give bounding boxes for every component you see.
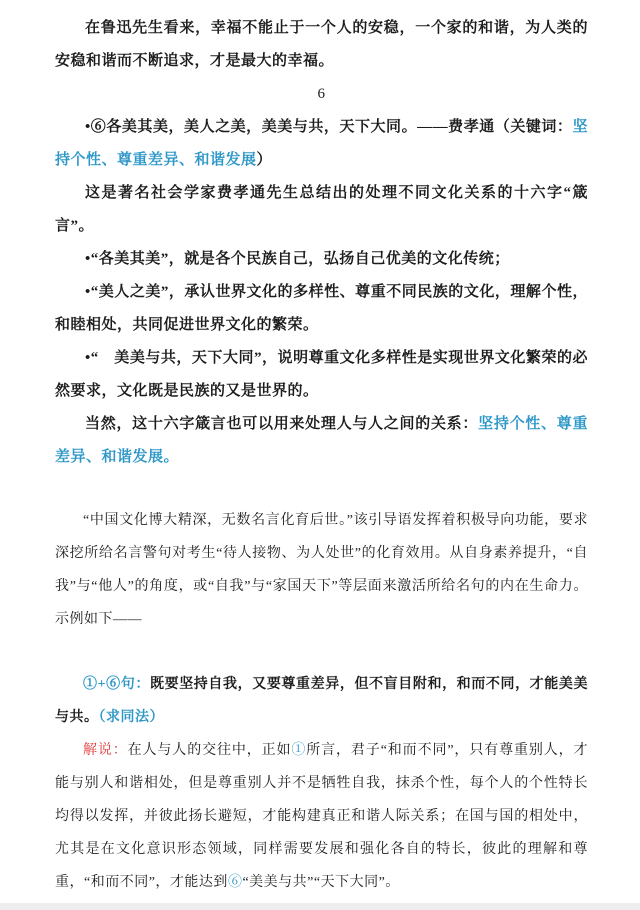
text-run: “中国文化博大精深，无数名言化育后世。”该引导语发挥着积极导向功能，要求深挖所给名言警句对考生“待人接物、为人处世”的化育效用。从自身素养提升，“自我”与“他人”的角度，或“自我”与“家国天下”等层面来激活所给名句的内在生命力。示例如下——: [55, 513, 588, 627]
circled-number-6: ⑥: [227, 875, 243, 890]
text-run: 既要坚持自我，又要尊重差异，但不盲目附和，和而不同，才能美美与共。: [55, 677, 588, 725]
para-luxun-view: [55, 12, 588, 78]
text-run: •“美人之美”，承认世界文化的多样性、尊重不同民族的文化，理解个性，和睦相处，共同促进世界文化的繁荣。: [55, 284, 588, 333]
sentence-combo-label: ①+⑥句：: [83, 677, 150, 692]
para-example-combo: [55, 668, 588, 734]
keyword-highlight: 坚持个性、尊重差异、和谐发展。: [55, 416, 588, 465]
page-number: 6: [317, 86, 326, 102]
para-maxim-intro: [55, 177, 588, 243]
text-run: 这是著名社会学家费孝通先生总结出的处理不同文化关系的十六字“箴言”。: [55, 185, 588, 234]
circled-number-1: ①: [291, 743, 307, 758]
para-guide-analysis: [55, 504, 588, 636]
paragraph-spacer: [55, 636, 588, 668]
scan-edge-strip: [0, 903, 640, 910]
method-tag: （求同法）: [98, 710, 164, 725]
text-run: “美美与共”“天下大同”。: [242, 875, 400, 890]
text-run: •“ 美美与共，天下大同”，说明尊重文化多样性是实现世界文化繁荣的必然要求，文化既是民族的又是世界的。: [55, 350, 588, 399]
para-ofcourse: [55, 408, 588, 474]
text-run: 所言，君子“和而不同”，只有尊重别人，才能与别人和谐相处，但是尊重别人并不是牺牲自我，抹杀个性，每个人的个性特长均得以发挥，并彼此扬长避短，才能构建真正和谐人际关系；在国与国的相处中，尤其是在文化意识形态领域，同样需要发展和强化各自的特长，彼此的理解和尊重，“和而不同”，才能达到: [55, 743, 589, 890]
text-run: 在鲁迅先生看来，幸福不能止于一个人的安稳，一个家的和谐，为人类的安稳和谐而不断追求，才是最大的幸福。: [55, 20, 588, 69]
text-run: •“各美其美”，就是各个民族自己，弘扬自己优美的文化传统；: [85, 251, 510, 267]
text-run: ）: [256, 152, 273, 168]
text-run: •⑥各美其美，美人之美，美美与共，天下大同。——费孝通（关键词：: [85, 119, 573, 135]
text-run: 当然，这十六字箴言也可以用来处理人与人之间的关系：: [85, 416, 479, 432]
explanation-label: 解说：: [83, 743, 128, 758]
para-maxim-item6: [55, 111, 588, 177]
para-explanation: [55, 734, 588, 899]
para-bullet-meirenzhimei: [55, 276, 588, 342]
paragraph-spacer: [55, 474, 588, 504]
keyword-highlight: 坚持个性、尊重差异、和谐发展: [55, 119, 588, 168]
para-bullet-gemeiqimei: [55, 243, 588, 276]
para-bullet-meimeiyugong: [55, 342, 588, 408]
text-run: 在人与人的交往中，正如: [127, 743, 292, 758]
